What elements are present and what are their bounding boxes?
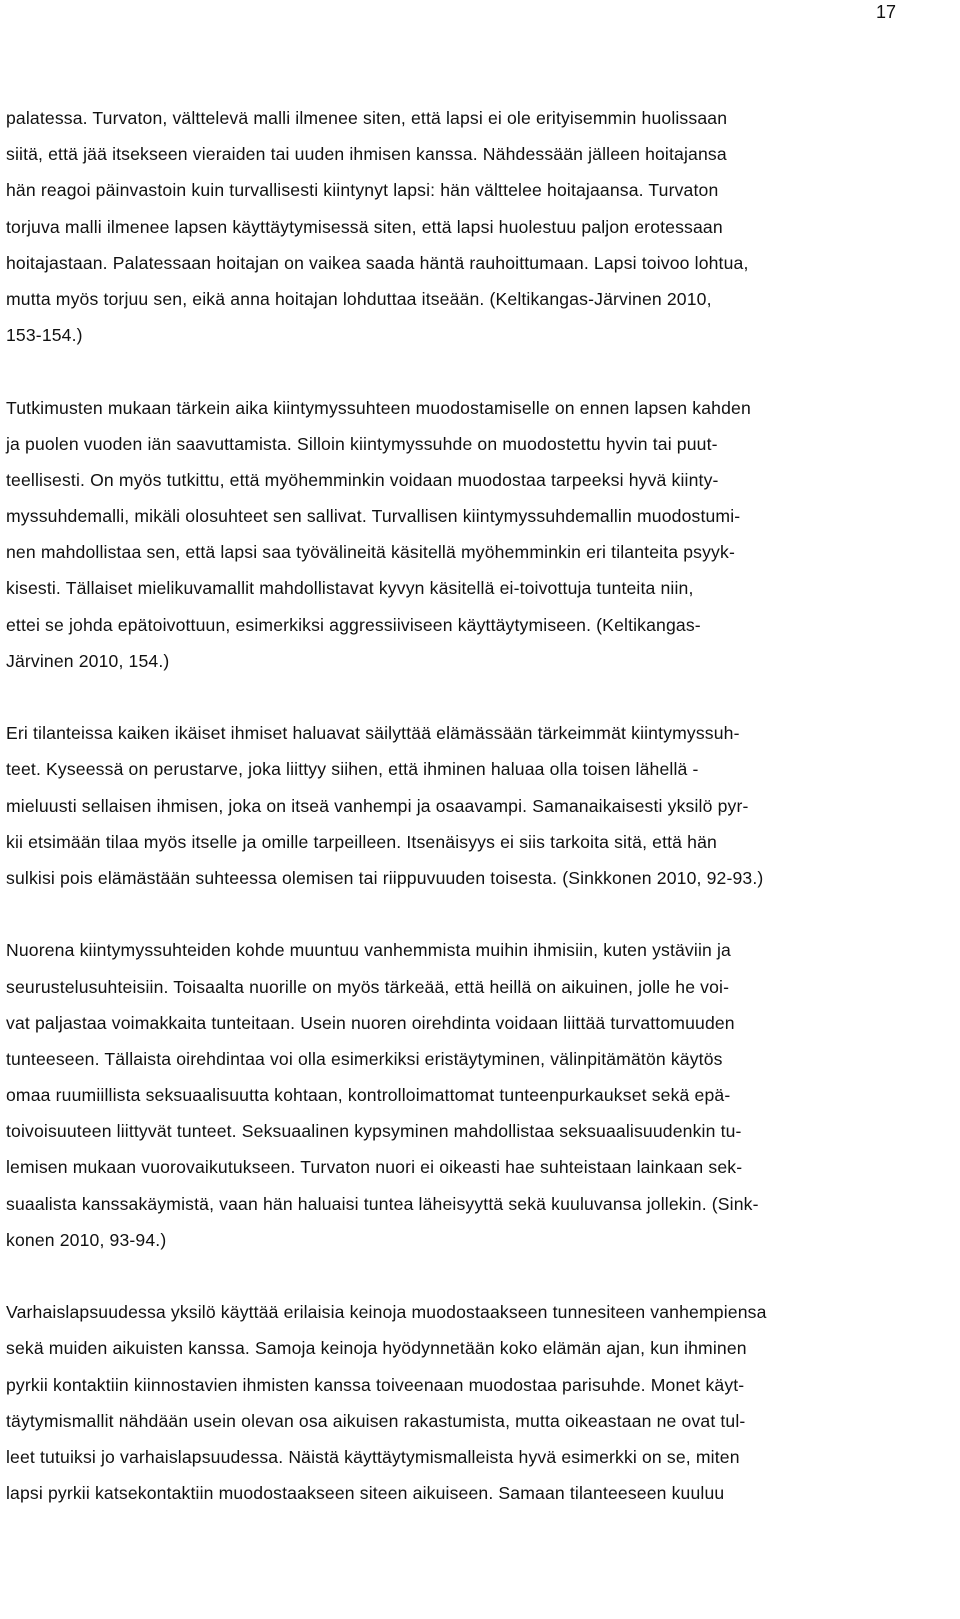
paragraph-basic-need — [6, 715, 936, 896]
text-line: Järvinen 2010, 154.) — [6, 650, 170, 671]
text-line: Eri tilanteissa kaiken ikäiset ihmiset haluavat säilyttää elämässään tärkeimmät kiintymyssuh- — [6, 723, 740, 744]
text-line: pyrkii kontaktiin kiinnostavien ihmisten kanssa toiveenaan muodostaa parisuhde. Monet käyt- — [6, 1374, 745, 1395]
text-line: vat paljastaa voimakkaita tunteitaan. Usein nuoren oirehdinta voidaan liittää turvattomuuden — [6, 1012, 735, 1033]
text-line: kii etsimään tilaa myös itselle ja omille tarpeilleen. Itsenäisyys ei siis tarkoita sitä, että hän — [6, 831, 717, 852]
paragraph-critical-period — [6, 390, 936, 680]
text-line: leet tutuiksi jo varhaislapsuudessa. Näistä käyttäytymismalleista hyvä esimerkki on se, miten — [6, 1446, 740, 1467]
text-line: konen 2010, 93-94.) — [6, 1229, 167, 1250]
page-number: 17 — [875, 2, 896, 22]
text-line: toivoisuuteen liittyvät tunteet. Seksuaalinen kypsyminen mahdollistaa seksuaalisuudenkin tu- — [6, 1121, 742, 1142]
text-line: sulkisi pois elämästään suhteessa olemisen tai riippuvuuden toisesta. (Sinkkonen 2010, 92-93.) — [6, 867, 764, 888]
text-line: sekä muiden aikuisten kanssa. Samoja keinoja hyödynnetään koko elämän ajan, kun ihminen — [6, 1338, 747, 1359]
text-line: lemisen mukaan vuorovaikutukseen. Turvaton nuori ei oikeasti hae suhteistaan lainkaan sek- — [6, 1157, 743, 1178]
text-line: lapsi pyrkii katsekontaktiin muodostaakseen siteen aikuiseen. Samaan tilanteeseen kuuluu — [6, 1483, 725, 1504]
text-line: torjuva malli ilmenee lapsen käyttäytymisessä siten, että lapsi huolestuu paljon erotessaan — [6, 216, 723, 237]
text-line: ja puolen vuoden iän saavuttamista. Silloin kiintymyssuhde on muodostettu hyvin tai puut- — [6, 433, 718, 454]
text-line: kisesti. Tällaiset mielikuvamallit mahdollistavat kyvyn käsitellä ei-toivottuja tunteita niin, — [6, 578, 694, 599]
text-line: mutta myös torjuu sen, eikä anna hoitajan lohduttaa itseään. (Keltikangas-Järvinen 2010, — [6, 288, 712, 309]
text-line: teet. Kyseessä on perustarve, joka liittyy siihen, että ihminen haluaa olla toisen lähellä - — [6, 759, 699, 780]
paragraph-early-childhood — [6, 1294, 936, 1511]
text-line: palatessa. Turvaton, välttelevä malli ilmenee siten, että lapsi ei ole erityisemmin huolissaan — [6, 108, 728, 128]
text-line: suaalista kanssakäymistä, vaan hän haluaisi tuntea läheisyyttä sekä kuuluvansa jollekin. (Sink- — [6, 1193, 759, 1214]
text-line: Tutkimusten mukaan tärkein aika kiintymyssuhteen muodostamiselle on ennen lapsen kahden — [6, 397, 751, 418]
text-line: hoitajastaan. Palatessaan hoitajan on vaikea saada häntä rauhoittumaan. Lapsi toivoo lohtua, — [6, 252, 749, 273]
text-line: hän reagoi päinvastoin kuin turvallisesti kiintynyt lapsi: hän välttelee hoitajaansa. Turvaton — [6, 180, 719, 201]
text-line: 153-154.) — [6, 325, 83, 346]
text-line: omaa ruumiillista seksuaalisuutta kohtaan, kontrolloimattomat tunteenpurkaukset sekä epä- — [6, 1085, 731, 1106]
paragraph-attachment-patterns — [6, 100, 936, 353]
text-line: myssuhdemalli, mikäli olosuhteet sen sallivat. Turvallisen kiintymyssuhdemallin muodostumi- — [6, 506, 741, 527]
text-line: seurustelusuhteisiin. Toisaalta nuorille on myös tärkeää, että heillä on aikuinen, jolle he voi- — [6, 976, 730, 997]
paragraph-adolescence — [6, 932, 936, 1258]
text-line: mieluusti sellaisen ihmisen, joka on itseä vanhempi ja osaavampi. Samanaikaisesti yksilö pyr- — [6, 795, 749, 816]
text-line: nen mahdollistaa sen, että lapsi saa työvälineitä käsitellä myöhemminkin eri tilanteita psyyk- — [6, 542, 735, 563]
text-line: täytymismallit nähdään usein olevan osa aikuisen rakastumista, mutta oikeastaan ne ovat tul- — [6, 1410, 746, 1431]
document-body — [6, 100, 936, 1511]
text-line: teellisesti. On myös tutkittu, että myöhemminkin voidaan muodostaa tarpeeksi hyvä kiinty- — [6, 469, 719, 490]
text-line: tunteeseen. Tällaista oirehdintaa voi olla esimerkiksi eristäytyminen, välinpitämätön käytös — [6, 1048, 723, 1069]
text-line: siitä, että jää itsekseen vieraiden tai uuden ihmisen kanssa. Nähdessään jälleen hoitajansa — [6, 144, 727, 165]
text-line: ettei se johda epätoivottuun, esimerkiksi aggressiiviseen käyttäytymiseen. (Keltikangas- — [6, 614, 701, 635]
text-line: Nuorena kiintymyssuhteiden kohde muuntuu vanhemmista muihin ihmisiin, kuten ystäviin ja — [6, 940, 731, 961]
text-line: Varhaislapsuudessa yksilö käyttää erilaisia keinoja muodostaakseen tunnesiteen vanhempiensa — [6, 1302, 767, 1323]
